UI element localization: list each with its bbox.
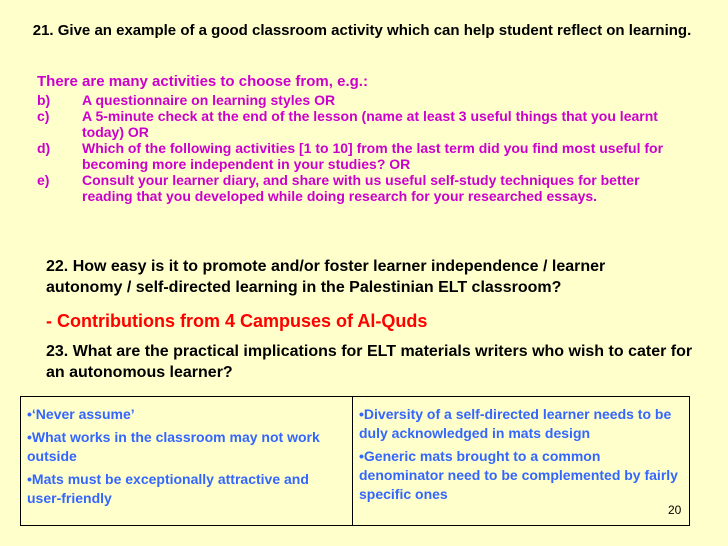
table-column-right [353,397,689,525]
activity-text: A questionnaire on learning styles OR [82,92,336,108]
activity-text: Consult your learner diary, and share with us useful self-study techniques for better reading that you developed while doing research for your researched essays. [82,172,640,204]
question-23: 23. What are the practical implications for ELT materials writers who wish to cater for an autonomous learner? [46,343,693,381]
bullet-item: •What works in the classroom may not work outside [27,429,320,464]
activity-letter: c) [37,108,50,124]
table-column-left [21,397,353,525]
question-21: 21. Give an example of a good classroom activity which can help student reflect on learning. [32,22,692,39]
activity-item-c [37,108,687,140]
activity-item-e [37,172,687,204]
bullet-item: •Diversity of a self-directed learner needs to be duly acknowledged in mats design [359,406,672,441]
activity-item-d [37,140,687,172]
activities-intro: There are many activities to choose from, e.g.: [37,73,368,90]
activity-letter: b) [37,92,51,108]
activities-list [37,74,687,204]
activity-text: A 5-minute check at the end of the lesson (name at least 3 useful things that you learnt today) OR [82,108,658,140]
page-number: 20 [668,503,682,517]
activity-item-b [37,92,687,108]
activity-letter: d) [37,140,51,156]
contributions-heading: - Contributions from 4 Campuses of Al-Quds [46,311,428,331]
bullet-item: •Generic mats brought to a common denominator need to be complemented by fairly specific ones [359,448,678,502]
bullet-item: •‘Never assume’ [27,406,135,422]
question-22: 22. How easy is it to promote and/or foster learner independence / learner autonomy / self-directed learning in the Palestinian ELT classroom? [46,258,606,296]
activity-letter: e) [37,172,50,188]
implications-table [20,396,690,526]
bullet-item: •Mats must be exceptionally attractive and user-friendly [27,471,309,506]
activity-text: Which of the following activities [1 to 10] from the last term did you find most useful for becoming more independent in your studies? OR [82,140,664,172]
